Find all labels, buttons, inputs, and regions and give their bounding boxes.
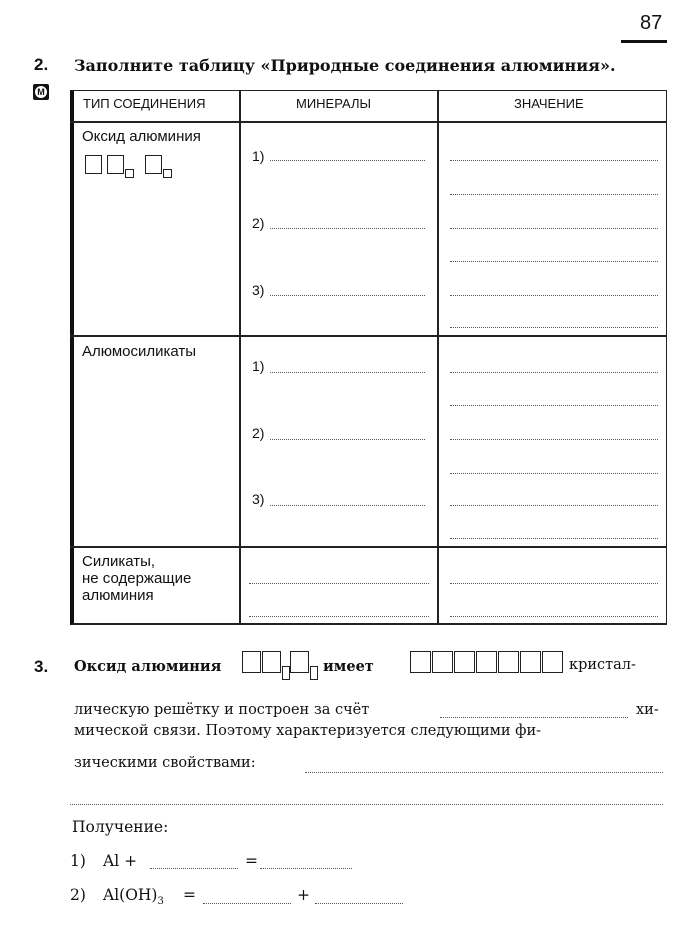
formula-box[interactable] (85, 155, 102, 174)
mineral-label: 3) (252, 282, 265, 298)
formula-box[interactable] (262, 651, 281, 673)
mineral-answer-line[interactable] (270, 295, 425, 296)
eq-2-formula: Al(OH) (103, 886, 158, 904)
letter-box[interactable] (476, 651, 497, 673)
header-type: ТИП СОЕДИНЕНИЯ (83, 96, 206, 111)
header-significance: ЗНАЧЕНИЕ (514, 96, 584, 111)
formula-box[interactable] (242, 651, 261, 673)
task-3-number: 3. (34, 657, 49, 676)
row-divider-1 (70, 335, 667, 337)
mineral-answer-line[interactable] (249, 583, 429, 584)
significance-answer-line[interactable] (450, 295, 658, 296)
bond-type-answer-line[interactable] (440, 717, 628, 718)
letter-box[interactable] (520, 651, 541, 673)
m-icon-letter: M (35, 86, 47, 98)
task-3-line2: лическую решётку и построен за счёт (74, 702, 370, 718)
col-divider-2 (437, 90, 439, 625)
row-silicates-type-line1: Силикаты, (82, 553, 156, 570)
eq-1-number: 1) (70, 852, 86, 870)
letter-box[interactable] (410, 651, 431, 673)
mineral-answer-line[interactable] (270, 505, 425, 506)
task-2-title: Заполните таблицу «Природные соединения алюминия». (74, 56, 616, 75)
task-3-line4: зическими свойствами: (74, 755, 256, 771)
formula-subscript-box[interactable] (125, 169, 134, 178)
significance-answer-line[interactable] (450, 261, 658, 262)
significance-answer-line[interactable] (450, 439, 658, 440)
mineral-answer-line[interactable] (270, 160, 425, 161)
m-icon (33, 84, 49, 100)
formula-subscript-box[interactable] (163, 169, 172, 178)
mineral-answer-line[interactable] (249, 616, 429, 617)
task-3-line3: мической связи. Поэтому характеризуется следующими фи- (74, 723, 542, 739)
row-aluminosilicates-type: Алюмосиликаты (82, 343, 197, 360)
significance-answer-line[interactable] (450, 372, 658, 373)
mineral-label: 1) (252, 358, 265, 374)
significance-answer-line[interactable] (450, 505, 658, 506)
formula-box[interactable] (290, 651, 309, 673)
significance-answer-line[interactable] (450, 583, 658, 584)
page-number: 87 (640, 12, 663, 34)
properties-answer-line[interactable] (305, 772, 663, 773)
mineral-label: 3) (252, 491, 265, 507)
eq-1-left: Al + (103, 852, 138, 870)
eq-2-product-line[interactable] (315, 903, 403, 904)
significance-answer-line[interactable] (450, 473, 658, 474)
formula-box[interactable] (107, 155, 124, 174)
eq-2-plus: + (297, 886, 310, 904)
header-minerals: МИНЕРАЛЫ (296, 96, 372, 111)
row-oxide-type: Оксид алюминия (82, 128, 201, 145)
eq-2-number: 2) (70, 886, 86, 904)
formula-box[interactable] (145, 155, 162, 174)
significance-answer-line[interactable] (450, 194, 658, 195)
eq-1-reactant-line[interactable] (150, 868, 238, 869)
row-silicates-type-line2: не содержащие (82, 570, 192, 587)
letter-box[interactable] (542, 651, 563, 673)
letter-box[interactable] (432, 651, 453, 673)
mineral-answer-line[interactable] (270, 439, 425, 440)
formula-subscript-box[interactable] (282, 666, 290, 680)
mineral-answer-line[interactable] (270, 228, 425, 229)
eq-2-product-line[interactable] (203, 903, 291, 904)
task-3-line1-end: кристал- (569, 657, 636, 673)
letter-box[interactable] (454, 651, 475, 673)
row-divider-2 (70, 546, 667, 548)
letter-box[interactable] (498, 651, 519, 673)
col-divider-1 (239, 90, 241, 625)
task-2-number: 2. (34, 55, 49, 74)
eq-1-equals: = (245, 852, 258, 870)
significance-answer-line[interactable] (450, 616, 658, 617)
significance-answer-line[interactable] (450, 538, 658, 539)
significance-answer-line[interactable] (450, 228, 658, 229)
header-divider (70, 121, 667, 123)
significance-answer-line[interactable] (450, 160, 658, 161)
mineral-label: 1) (252, 148, 265, 164)
mineral-answer-line[interactable] (270, 372, 425, 373)
mineral-label: 2) (252, 215, 265, 231)
eq-2-subscript: 3 (157, 896, 164, 908)
task-3-oxide-label: Оксид алюминия (74, 658, 222, 675)
row-silicates-type-line3: алюминия (82, 587, 154, 604)
significance-answer-line[interactable] (450, 405, 658, 406)
task-3-line2-end: хи- (636, 702, 659, 718)
eq-2-left (103, 886, 164, 907)
significance-answer-line[interactable] (450, 327, 658, 328)
eq-1-product-line[interactable] (260, 868, 352, 869)
mineral-label: 2) (252, 425, 265, 441)
obtaining-label: Получение: (72, 818, 169, 836)
formula-subscript-box[interactable] (310, 666, 318, 680)
task-3-has-label: имеет (323, 658, 374, 675)
eq-2-equals: = (183, 886, 196, 904)
properties-answer-line[interactable] (70, 804, 663, 805)
page-number-rule (621, 40, 667, 43)
